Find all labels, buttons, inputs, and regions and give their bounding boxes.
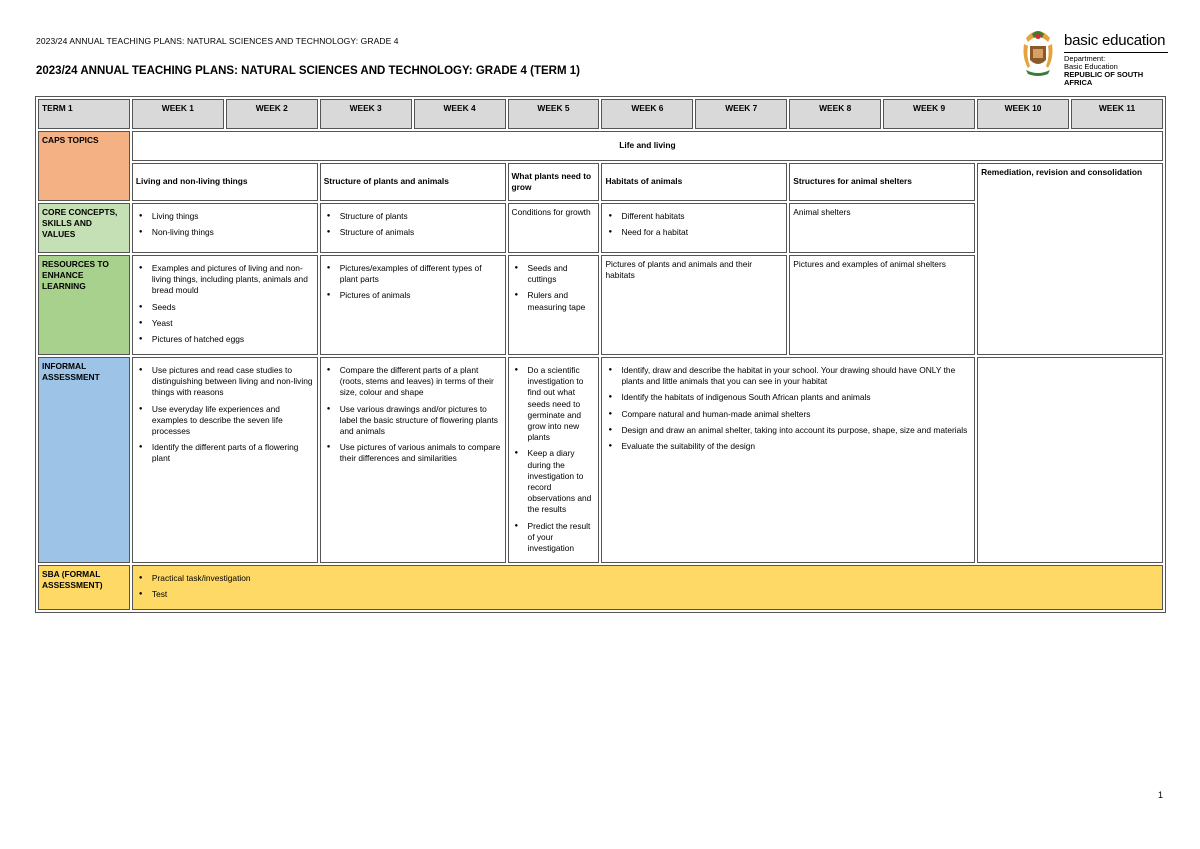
header-row: [38, 99, 1163, 129]
resource-item: ● Seeds and cuttings: [528, 263, 596, 285]
resources-cell: Pictures of plants and animals and their habitats: [601, 255, 787, 355]
informal-cell: [601, 357, 975, 563]
informal-item: ● Use pictures of various animals to compare their differences and similarities: [340, 442, 502, 464]
strand-row: [38, 131, 1163, 161]
topic-cell: What plants need to grow: [508, 163, 600, 201]
resource-item: ● Pictures/examples of different types of plant parts: [340, 263, 502, 285]
document-title: 2023/24 ANNUAL TEACHING PLANS: NATURAL SCIENCES AND TECHNOLOGY: GRADE 4 (TERM 1): [36, 65, 580, 77]
week-header: WEEK 9: [883, 99, 975, 129]
resources-cell: Pictures and examples of animal shelters: [789, 255, 975, 355]
resource-item: ● Pictures of hatched eggs: [152, 334, 314, 345]
resource-item: ● Seeds: [152, 302, 314, 313]
informal-item: ● Do a scientific investigation to find out what seeds need to germinate and grow into new plants: [528, 365, 596, 443]
dbe-logo: [1018, 24, 1168, 87]
informal-cell: [508, 357, 600, 563]
sba-row: [38, 565, 1163, 609]
informal-item: ● Identify, draw and describe the habitat in your school. Your drawing should have ONLY the plants and little animals that you can see in your habitat: [621, 365, 971, 387]
informal-item: ● Evaluate the suitability of the design: [621, 441, 971, 452]
week-header: WEEK 2: [226, 99, 318, 129]
strand-title: Life and living: [132, 131, 1163, 161]
term-label: TERM 1: [38, 99, 130, 129]
core-item: ● Structure of plants: [340, 211, 502, 222]
week-header: WEEK 4: [414, 99, 506, 129]
week-header: WEEK 3: [320, 99, 412, 129]
informal-item: ● Identify the habitats of indigenous South African plants and animals: [621, 392, 971, 403]
resources-cell: [320, 255, 506, 355]
resources-label: RESOURCES TO ENHANCE LEARNING: [38, 255, 130, 355]
resources-cell: [132, 255, 318, 355]
topics-row: [38, 163, 1163, 201]
running-header: 2023/24 ANNUAL TEACHING PLANS: NATURAL SCIENCES AND TECHNOLOGY: GRADE 4: [36, 36, 399, 46]
informal-item: ● Keep a diary during the investigation to record observations and the results: [528, 448, 596, 515]
sba-item: ● Practical task/investigation: [152, 573, 1159, 584]
sba-cell: [132, 565, 1163, 609]
week-header: WEEK 11: [1071, 99, 1163, 129]
informal-item: ● Compare natural and human-made animal shelters: [621, 409, 971, 420]
topic-cell: Structure of plants and animals: [320, 163, 506, 201]
resource-item: ● Examples and pictures of living and non-living things, including plants, animals and bread mould: [152, 263, 314, 297]
week-header: WEEK 6: [601, 99, 693, 129]
topic-cell: Habitats of animals: [601, 163, 787, 201]
logo-line-2: Basic Education: [1064, 62, 1118, 71]
core-item: ● Different habitats: [621, 211, 783, 222]
core-item: ● Non-living things: [152, 227, 314, 238]
resource-item: ● Yeast: [152, 318, 314, 329]
remediation-cell: Remediation, revision and consolidation: [977, 163, 1163, 355]
topic-cell: Structures for animal shelters: [789, 163, 975, 201]
informal-item: ● Compare the different parts of a plant (roots, stems and leaves) in terms of their size, colour and shape: [340, 365, 502, 399]
informal-item: ● Predict the result of your investigation: [528, 521, 596, 555]
topic-cell: Living and non-living things: [132, 163, 318, 201]
caps-topics-label: CAPS TOPICS: [38, 131, 130, 201]
week-header: WEEK 1: [132, 99, 224, 129]
core-cell: [601, 203, 787, 253]
page-number: 1: [1158, 790, 1164, 800]
core-cell: Animal shelters: [789, 203, 975, 253]
informal-cell: [320, 357, 506, 563]
resource-item: ● Pictures of animals: [340, 290, 502, 301]
informal-assessment-label: INFORMAL ASSESSMENT: [38, 357, 130, 563]
core-item: ● Need for a habitat: [621, 227, 783, 238]
sba-label: SBA (FORMAL ASSESSMENT): [38, 565, 130, 609]
informal-item: ● Use pictures and read case studies to distinguishing between living and non-living things with reasons: [152, 365, 314, 399]
informal-empty-cell: [977, 357, 1163, 563]
week-header: WEEK 8: [789, 99, 881, 129]
informal-item: ● Use everyday life experiences and examples to describe the seven life processes: [152, 404, 314, 438]
logo-brand: basic education: [1064, 32, 1166, 49]
coat-of-arms-icon: [1018, 24, 1058, 78]
informal-cell: [132, 357, 318, 563]
core-cell: [132, 203, 318, 253]
informal-item: ● Design and draw an animal shelter, taking into account its purpose, shape, size and materials: [621, 425, 971, 436]
week-header: WEEK 5: [508, 99, 600, 129]
logo-divider: [1064, 52, 1168, 53]
resource-item: ● Rulers and measuring tape: [528, 290, 596, 312]
informal-assessment-row: [38, 357, 1163, 563]
core-item: ● Structure of animals: [340, 227, 502, 238]
sba-item: ● Test: [152, 589, 1159, 600]
informal-item: ● Identify the different parts of a flowering plant: [152, 442, 314, 464]
core-cell: [320, 203, 506, 253]
logo-line-3: REPUBLIC OF SOUTH AFRICA: [1064, 70, 1144, 87]
logo-line-1: Department:: [1064, 54, 1106, 63]
week-header: WEEK 7: [695, 99, 787, 129]
week-header: WEEK 10: [977, 99, 1069, 129]
informal-item: ● Use various drawings and/or pictures to label the basic structure of flowering plants and animals: [340, 404, 502, 438]
teaching-plan-table: [35, 96, 1166, 613]
resources-cell: [508, 255, 600, 355]
core-item: ● Living things: [152, 211, 314, 222]
core-cell: Conditions for growth: [508, 203, 600, 253]
core-concepts-label: CORE CONCEPTS, SKILLS AND VALUES: [38, 203, 130, 253]
